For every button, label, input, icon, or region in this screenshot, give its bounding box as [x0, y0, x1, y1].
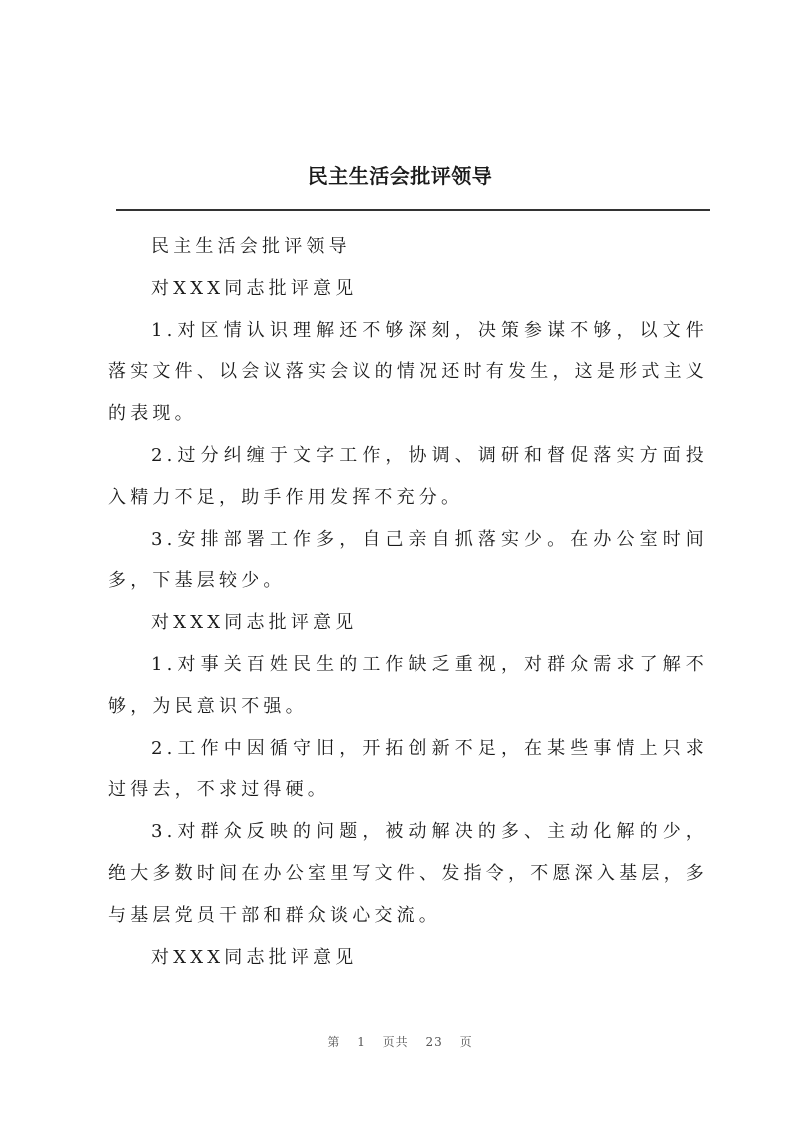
paragraph-item-2-1: 1.对事关百姓民生的工作缺乏重视，对群众需求了解不够，为民意识不强。 — [108, 653, 708, 717]
header-divider — [116, 209, 710, 211]
footer-total-pages: 23 — [425, 1035, 443, 1049]
paragraph-heading: 民主生活会批评领导 — [151, 236, 351, 257]
paragraph-item-2-2: 2.工作中因循守旧，开拓创新不足，在某些事情上只求过得去，不求过得硬。 — [108, 737, 708, 801]
footer-page-middle: 页共 — [382, 1035, 409, 1049]
document-body — [108, 226, 708, 978]
footer-page-number: 1 — [357, 1035, 366, 1049]
page-footer — [0, 1033, 800, 1050]
paragraph-section-heading-1: 对XXX同志批评意见 — [151, 277, 358, 299]
paragraph-item-1-3: 3.安排部署工作多，自己亲自抓落实少。在办公室时间多，下基层较少。 — [108, 528, 708, 592]
footer-page-prefix: 第 — [327, 1035, 341, 1049]
paragraph-section-heading-2: 对XXX同志批评意见 — [151, 612, 358, 634]
document-title: 民主生活会批评领导 — [307, 164, 493, 188]
paragraph-item-2-3: 3.对群众反映的问题，被动解决的多、主动化解的少，绝大多数时间在办公室里写文件、发指令，不愿深入基层，多与基层党员干部和群众谈心交流。 — [108, 821, 708, 926]
paragraph-section-heading-3: 对XXX同志批评意见 — [151, 946, 358, 968]
paragraph-item-1-1: 1.对区情认识理解还不够深刻，决策参谋不够，以文件落实文件、以会议落实会议的情况还时有发生，这是形式主义的表现。 — [108, 319, 708, 425]
footer-page-suffix: 页 — [459, 1035, 473, 1049]
paragraph-item-1-2: 2.过分纠缠于文字工作，协调、调研和督促落实方面投入精力不足，助手作用发挥不充分。 — [108, 444, 708, 508]
